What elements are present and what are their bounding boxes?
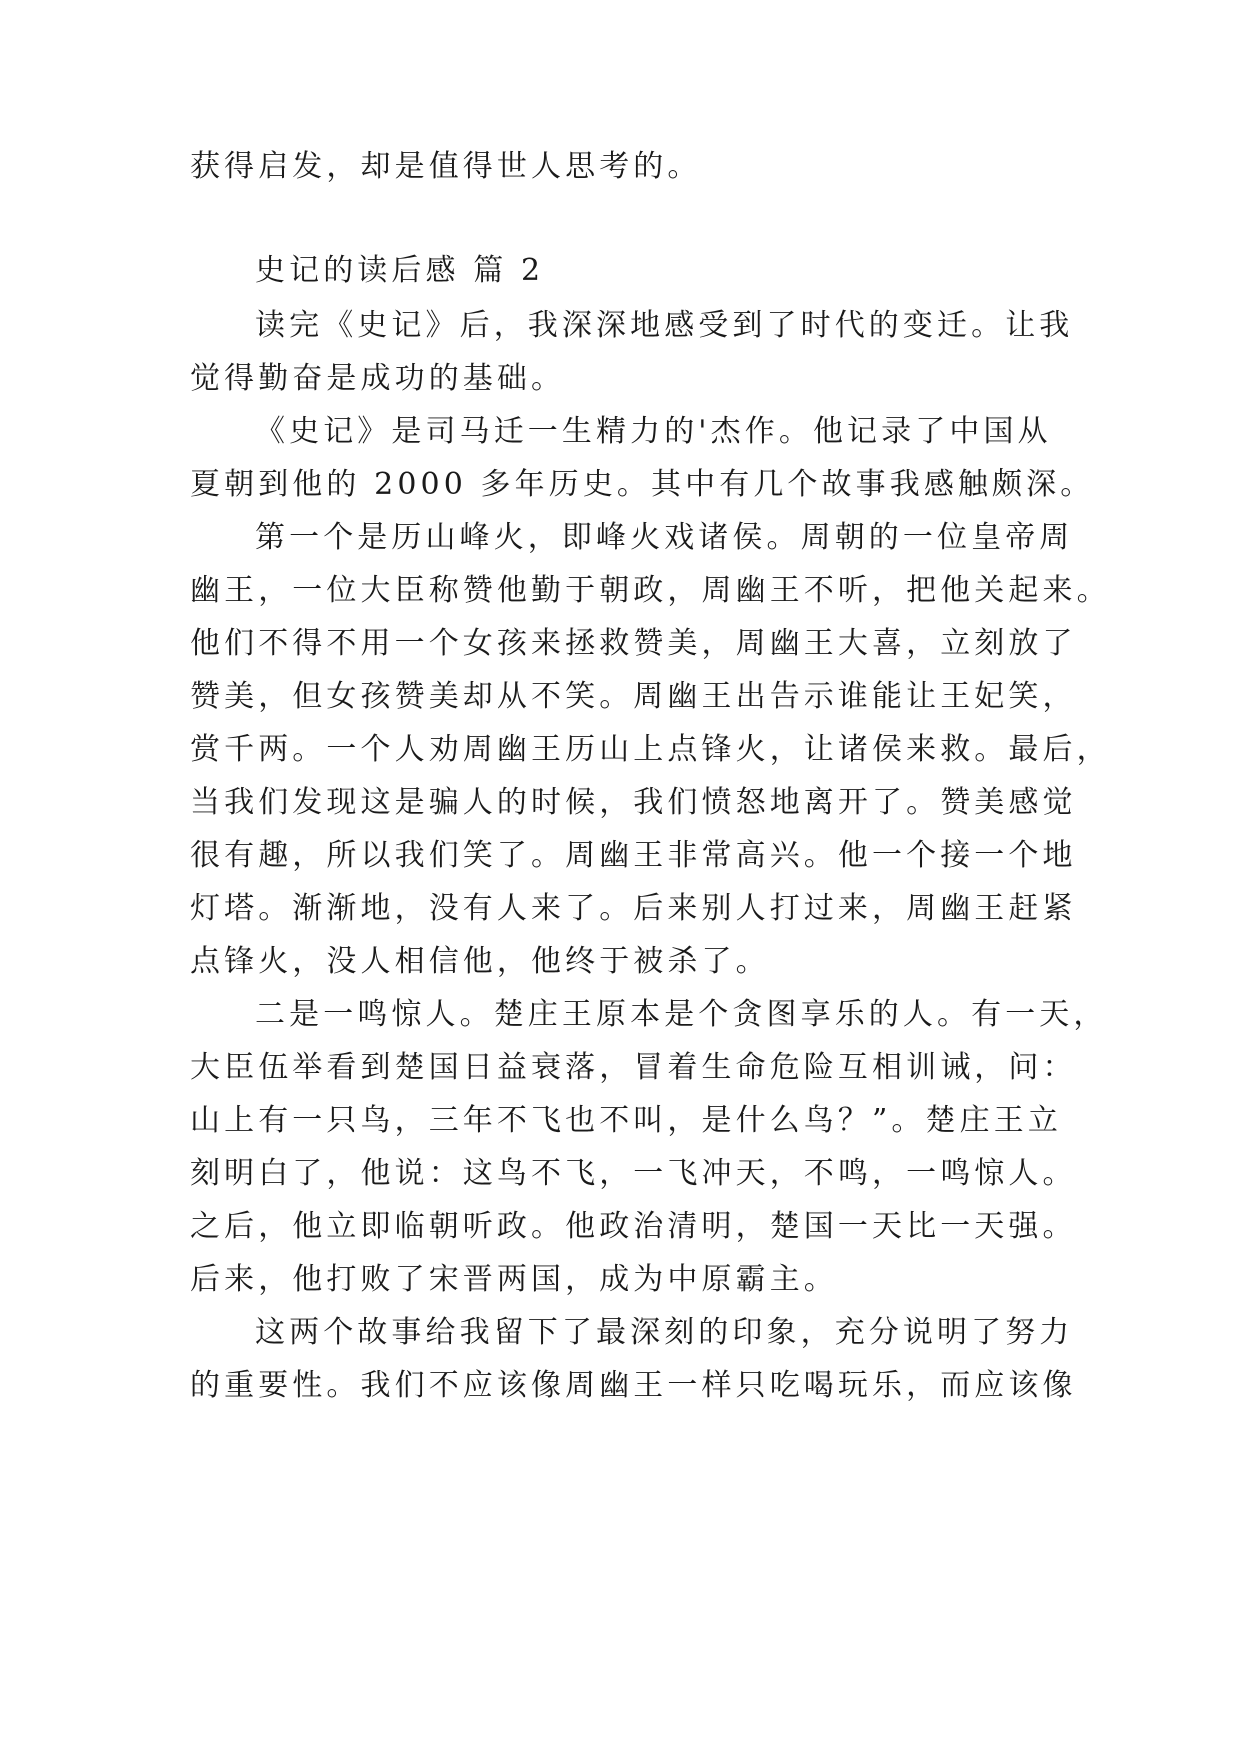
paragraph-1-line-2: 觉得勤奋是成功的基础。 [190,361,566,396]
paragraph-1-line-1: 读完《史记》后，我深深地感受到了时代的变迁。让我 [255,308,1074,343]
paragraph-3-line-7: 很有趣，所以我们笑了。周幽王非常高兴。他一个接一个地 [190,838,1077,873]
paragraph-4-line-5: 之后，他立即临朝听政。他政治清明，楚国一天比一天强。 [190,1209,1077,1244]
paragraph-4-line-4: 刻明白了，他说：这鸟不飞，一飞冲天，不鸣，一鸣惊人。 [190,1156,1077,1191]
paragraph-3-line-5: 赏千两。一个人劝周幽王历山上点锋火，让诸侯来救。最后， [190,732,1111,767]
paragraph-2-line-1: 《史记》是司马迁一生精力的'杰作。他记录了中国从 [255,414,1052,449]
paragraph-4-line-1: 二是一鸣惊人。楚庄王原本是个贪图享乐的人。有一天， [255,997,1108,1032]
paragraph-3-line-1: 第一个是历山峰火，即峰火戏诸侯。周朝的一位皇帝周 [255,520,1074,555]
paragraph-5-line-1: 这两个故事给我留下了最深刻的印象，充分说明了努力 [255,1315,1074,1350]
paragraph-3-line-2: 幽王，一位大臣称赞他勤于朝政，周幽王不听，把他关起来。 [190,573,1111,608]
paragraph-3-line-8: 灯塔。渐渐地，没有人来了。后来别人打过来，周幽王赶紧 [190,891,1077,926]
paragraph-3-line-6: 当我们发现这是骗人的时候，我们愤怒地离开了。赞美感觉 [190,785,1077,820]
continuation-text: 获得启发，却是值得世人思考的。 [190,149,702,184]
paragraph-4-line-2: 大臣伍举看到楚国日益衰落，冒着生命危险互相训诫，问： [190,1050,1077,1085]
paragraph-2-line-2: 夏朝到他的 2000 多年历史。其中有几个故事我感触颇深。 [190,467,1095,502]
section-title: 史记的读后感 篇 2 [255,253,545,288]
paragraph-4-line-6: 后来，他打败了宋晋两国，成为中原霸主。 [190,1262,838,1297]
paragraph-3-line-9: 点锋火，没人相信他，他终于被杀了。 [190,944,770,979]
paragraph-4-line-3: 山上有一只鸟，三年不飞也不叫，是什么鸟？”。楚庄王立 [190,1103,1062,1138]
paragraph-5-line-2: 的重要性。我们不应该像周幽王一样只吃喝玩乐，而应该像 [190,1368,1077,1403]
paragraph-3-line-3: 他们不得不用一个女孩来拯救赞美，周幽王大喜，立刻放了 [190,626,1077,661]
paragraph-3-line-4: 赞美，但女孩赞美却从不笑。周幽王出告示谁能让王妃笑， [190,679,1077,714]
